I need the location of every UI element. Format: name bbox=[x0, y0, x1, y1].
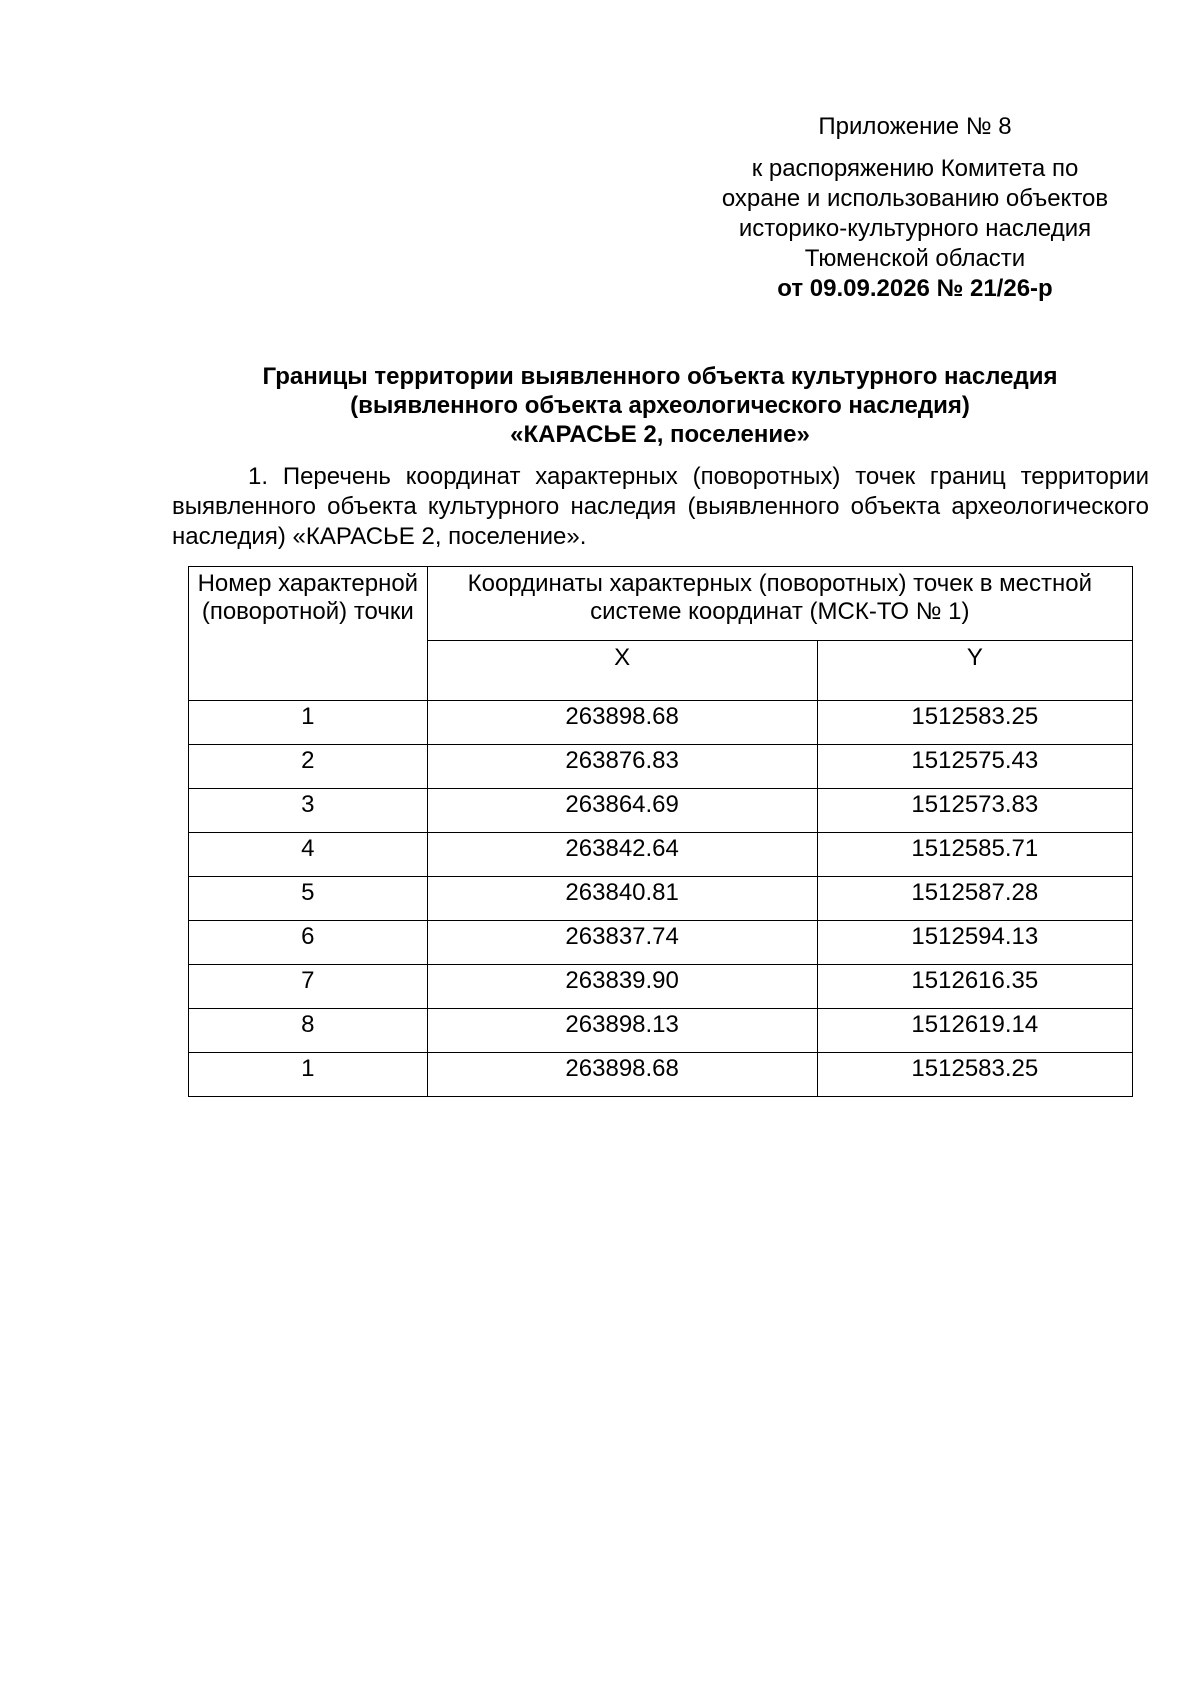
cell-y: 1512583.25 bbox=[817, 701, 1132, 745]
table-row bbox=[189, 877, 1133, 921]
cell-y: 1512594.13 bbox=[817, 921, 1132, 965]
appendix-line: охране и использованию объектов bbox=[721, 185, 1109, 212]
cell-x: 263876.83 bbox=[427, 745, 817, 789]
cell-x: 263898.68 bbox=[427, 1053, 817, 1097]
appendix-line: к распоряжению Комитета по bbox=[751, 155, 1079, 182]
cell-x: 263842.64 bbox=[427, 833, 817, 877]
cell-x: 263837.74 bbox=[427, 921, 817, 965]
appendix-line: Тюменской области bbox=[804, 245, 1026, 272]
cell-y: 1512616.35 bbox=[817, 965, 1132, 1009]
cell-point-number: 8 bbox=[189, 1009, 428, 1053]
cell-point-number: 5 bbox=[189, 877, 428, 921]
cell-point-number: 2 bbox=[189, 745, 428, 789]
cell-point-number: 7 bbox=[189, 965, 428, 1009]
appendix-title: Приложение № 8 bbox=[818, 113, 1012, 140]
header-x: X bbox=[427, 641, 817, 701]
coordinates-table bbox=[188, 566, 1133, 1097]
cell-y: 1512575.43 bbox=[817, 745, 1132, 789]
table-row bbox=[189, 789, 1133, 833]
table-row bbox=[189, 965, 1133, 1009]
header-row bbox=[189, 567, 1133, 641]
table-row bbox=[189, 745, 1133, 789]
header-coordinates: Координаты характерных (поворотных) точек в местной системе координат (МСК-ТО № 1) bbox=[427, 567, 1132, 641]
header-point-number: Номер характерной (поворотной) точки bbox=[189, 567, 428, 701]
table-row bbox=[189, 1009, 1133, 1053]
cell-x: 263898.68 bbox=[427, 701, 817, 745]
appendix-line: историко-культурного наследия bbox=[738, 215, 1092, 242]
cell-point-number: 3 bbox=[189, 789, 428, 833]
header-y: Y bbox=[817, 641, 1132, 701]
title-line-3: «КАРАСЬЕ 2, поселение» bbox=[510, 421, 810, 448]
cell-x: 263839.90 bbox=[427, 965, 817, 1009]
table-row bbox=[189, 1053, 1133, 1097]
table-row bbox=[189, 701, 1133, 745]
cell-y: 1512619.14 bbox=[817, 1009, 1132, 1053]
table-body bbox=[189, 701, 1133, 1097]
title-line-2: (выявленного объекта археологического наследия) bbox=[350, 392, 970, 419]
cell-y: 1512583.25 bbox=[817, 1053, 1132, 1097]
table-row bbox=[189, 833, 1133, 877]
cell-x: 263840.81 bbox=[427, 877, 817, 921]
cell-y: 1512573.83 bbox=[817, 789, 1132, 833]
cell-point-number: 4 bbox=[189, 833, 428, 877]
cell-y: 1512587.28 bbox=[817, 877, 1132, 921]
document-title bbox=[170, 362, 1150, 449]
cell-point-number: 1 bbox=[189, 1053, 428, 1097]
appendix-header bbox=[680, 112, 1150, 304]
cell-y: 1512585.71 bbox=[817, 833, 1132, 877]
coordinates-paragraph: 1. Перечень координат характерных (поворотных) точек границ территории выявленного объекта культурного наследия (выявленного объекта археологического наследия) «КАРАСЬЕ 2, поселение». bbox=[172, 463, 1149, 550]
title-line-1: Границы территории выявленного объекта культурного наследия bbox=[262, 363, 1058, 390]
table-header bbox=[189, 567, 1133, 701]
appendix-date-number: от 09.09.2026 № 21/26-р bbox=[777, 275, 1053, 302]
cell-x: 263864.69 bbox=[427, 789, 817, 833]
cell-point-number: 6 bbox=[189, 921, 428, 965]
cell-x: 263898.13 bbox=[427, 1009, 817, 1053]
table-row bbox=[189, 921, 1133, 965]
cell-point-number: 1 bbox=[189, 701, 428, 745]
